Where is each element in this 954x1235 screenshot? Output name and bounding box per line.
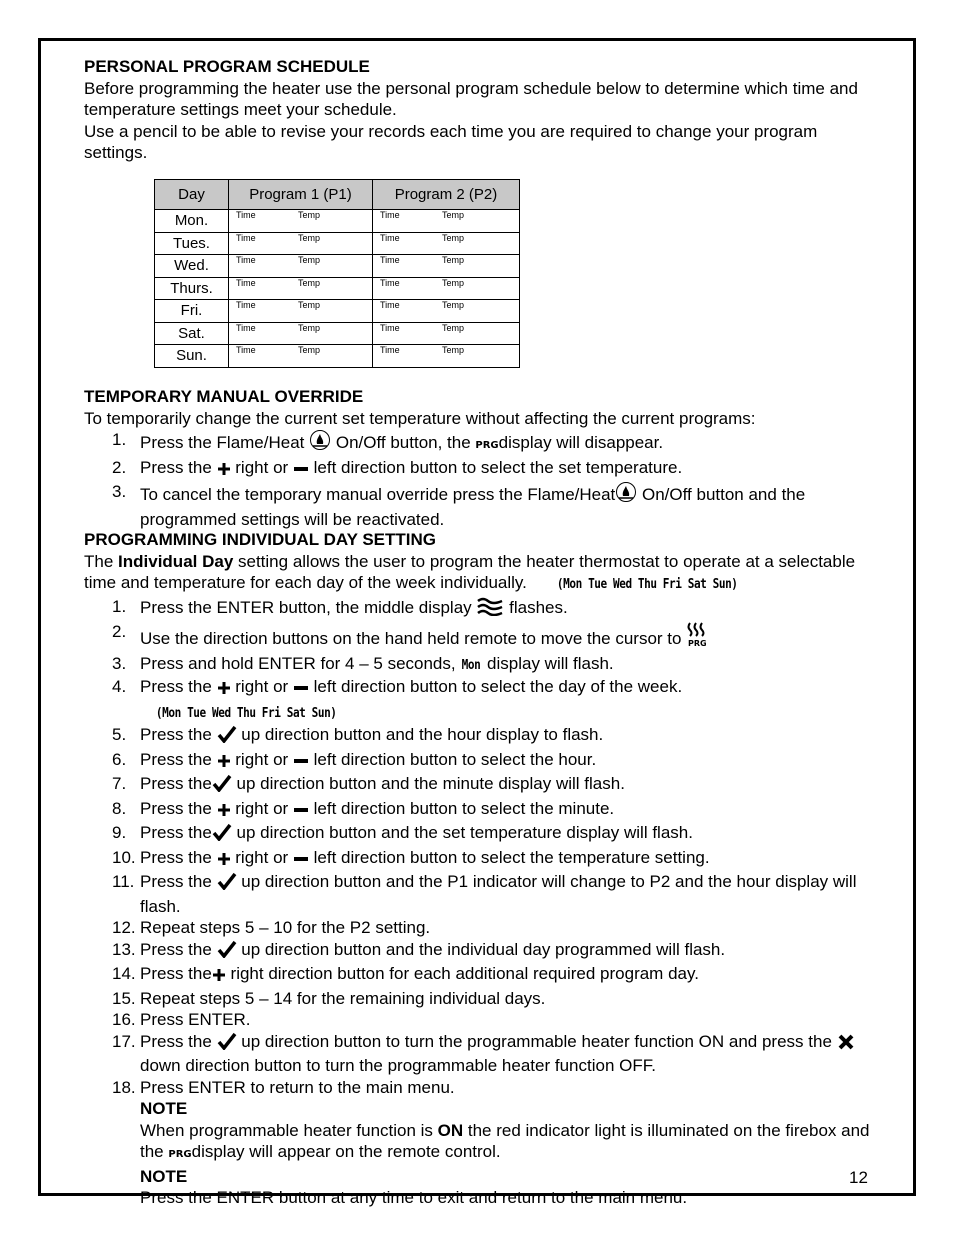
step-text: Press the xyxy=(140,939,217,959)
minus-icon xyxy=(293,850,309,872)
step-text: On/Off button, the xyxy=(331,433,476,452)
note-text-part: When programmable heater function is xyxy=(140,1120,438,1140)
step-text: right or xyxy=(230,847,293,867)
step-number: 10. xyxy=(112,847,136,867)
plus-icon xyxy=(217,460,231,482)
step-text: Press and hold ENTER for 4 – 5 seconds, xyxy=(140,653,461,673)
step-text: right or xyxy=(230,749,293,769)
temp-label: Temp xyxy=(442,300,465,310)
day-cell: Thurs. xyxy=(155,277,229,300)
time-label: Time xyxy=(236,210,256,220)
step-text: right direction button for each additional required program day. xyxy=(225,964,699,983)
step-text: up direction button and the individual day programmed will flash. xyxy=(236,939,726,959)
list-item xyxy=(84,847,874,872)
section-title-personal-program: PERSONAL PROGRAM SCHEDULE xyxy=(84,57,370,76)
minus-icon xyxy=(293,460,309,482)
table-row xyxy=(155,322,520,345)
check-icon xyxy=(217,940,237,964)
list-item xyxy=(84,917,874,939)
note-text-part: display will appear on the remote control. xyxy=(191,1142,501,1161)
step-number: 9. xyxy=(112,823,127,842)
table-row xyxy=(155,232,520,255)
step-text: left direction button to select the hour. xyxy=(308,749,597,769)
temp-label: Temp xyxy=(442,210,465,220)
temp-label: Temp xyxy=(442,345,465,355)
list-item xyxy=(84,481,874,530)
time-label: Time xyxy=(380,322,400,333)
time-label: Time xyxy=(236,277,256,288)
step-text: Press the ENTER button, the middle display xyxy=(140,597,477,617)
step-text: Press the xyxy=(140,774,212,793)
time-label: Time xyxy=(236,322,256,333)
program-2-cell[interactable] xyxy=(373,210,520,233)
step-number: 2. xyxy=(112,457,127,477)
step-number: 5. xyxy=(112,725,127,744)
plus-icon xyxy=(217,679,231,701)
step-text: up direction button and the P1 indicator will change to P2 and the hour display will flash. xyxy=(140,872,857,916)
step-number: 1. xyxy=(112,430,127,449)
program-2-cell[interactable] xyxy=(373,277,520,300)
step-number: 4. xyxy=(112,677,127,696)
intro-text: The xyxy=(84,551,119,571)
check-icon xyxy=(212,774,232,798)
flame-heat-icon xyxy=(615,481,637,509)
temp-label: Temp xyxy=(298,255,321,265)
step-number: 1. xyxy=(112,596,127,616)
list-item xyxy=(84,1009,874,1031)
section-title-override: TEMPORARY MANUAL OVERRIDE xyxy=(84,387,364,406)
step-text: Press the xyxy=(140,1031,217,1051)
step-text: Press the xyxy=(140,457,217,477)
table-row xyxy=(155,345,520,368)
step-text: Press the Flame/Heat xyxy=(140,433,310,452)
list-item xyxy=(84,749,874,774)
step-number: 2. xyxy=(112,622,127,641)
program-1-cell[interactable] xyxy=(229,322,373,345)
prg-display-icon: PRG xyxy=(168,1149,192,1160)
list-item xyxy=(84,676,874,724)
step-number: 15. xyxy=(112,988,136,1008)
step-text: display will flash. xyxy=(482,653,614,673)
page-number: 12 xyxy=(849,1168,868,1187)
lcd-display-text: (Mon Tue Wed Thu Fri Sat Sun) xyxy=(155,705,337,721)
pencil-paragraph: Use a pencil to be able to revise your records each time you are required to change your program settings. xyxy=(84,121,818,162)
temp-label: Temp xyxy=(298,345,321,355)
step-text: Press the xyxy=(140,823,212,842)
time-label: Time xyxy=(380,345,400,355)
temp-label: Temp xyxy=(442,322,465,333)
step-text: right or xyxy=(230,798,293,818)
header-program-2: Program 2 (P2) xyxy=(373,180,520,210)
step-number: 17. xyxy=(112,1031,136,1051)
program-1-cell[interactable] xyxy=(229,210,373,233)
step-text: up direction button and the minute display will flash. xyxy=(231,774,625,793)
x-icon xyxy=(837,1034,855,1056)
program-2-cell[interactable] xyxy=(373,300,520,323)
individual-day-steps xyxy=(84,596,874,1099)
note-1 xyxy=(84,1098,874,1209)
document-body xyxy=(84,56,874,164)
day-cell: Fri. xyxy=(155,300,229,323)
step-text: Press the xyxy=(140,872,217,891)
program-2-cell[interactable] xyxy=(373,345,520,368)
header-program-1: Program 1 (P1) xyxy=(229,180,373,210)
program-1-cell[interactable] xyxy=(229,255,373,278)
step-number: 3. xyxy=(112,482,127,501)
intro-paragraph: Before programming the heater use the personal program schedule below to determine which time and temperature settings meet your schedule. xyxy=(84,78,858,119)
step-number: 13. xyxy=(112,939,136,959)
check-icon xyxy=(217,872,237,896)
step-text: left direction button to select the day of the week. xyxy=(308,677,683,696)
step-text: up direction button and the set temperature display will flash. xyxy=(231,823,693,842)
temp-label: Temp xyxy=(298,300,321,310)
minus-icon xyxy=(293,801,309,823)
section-title-individual-day: PROGRAMMING INDIVIDUAL DAY SETTING xyxy=(84,530,436,549)
individual-day-intro xyxy=(84,551,874,596)
step-number: 14. xyxy=(112,964,136,983)
time-label: Time xyxy=(236,300,256,310)
program-2-cell[interactable] xyxy=(373,255,520,278)
step-text: display will disappear. xyxy=(498,433,664,452)
day-cell: Tues. xyxy=(155,232,229,255)
check-icon xyxy=(217,725,237,749)
days-display: (Mon Tue Wed Thu Fri Sat Sun) xyxy=(556,577,738,592)
step-text: Press the xyxy=(140,677,217,696)
override-steps xyxy=(84,429,874,530)
time-label: Time xyxy=(380,300,400,310)
list-item xyxy=(84,871,874,917)
list-item xyxy=(84,621,874,653)
note-text-part: the red indicator light is illuminated on the firebox and the xyxy=(140,1120,870,1161)
time-label: Time xyxy=(236,232,256,243)
step-text: flashes. xyxy=(504,597,568,617)
step-text: Press the xyxy=(140,847,217,867)
list-item xyxy=(84,988,874,1010)
plus-icon xyxy=(217,850,231,872)
list-item xyxy=(84,822,874,847)
temp-label: Temp xyxy=(298,210,321,220)
list-item xyxy=(84,653,874,677)
step-text: To cancel the temporary manual override press the Flame/Heat xyxy=(140,485,616,504)
list-item xyxy=(84,1031,874,1077)
list-item xyxy=(84,773,874,798)
step-text: Repeat steps 5 – 10 for the P2 setting. xyxy=(140,918,431,937)
step-text: left direction button to select the set temperature. xyxy=(308,457,683,477)
step-text: right or xyxy=(230,677,293,696)
step-number: 6. xyxy=(112,749,127,769)
flame-waves-icon xyxy=(476,596,504,622)
step-text: left direction button to select the temperature setting. xyxy=(308,847,710,867)
step-text: left direction button to select the minute. xyxy=(308,798,615,818)
section-individual-day xyxy=(84,529,874,1209)
temp-label: Temp xyxy=(442,277,465,288)
step-number: 11. xyxy=(112,872,135,891)
time-label: Time xyxy=(380,255,400,265)
day-cell: Sun. xyxy=(155,345,229,368)
list-item xyxy=(84,429,874,457)
check-icon xyxy=(212,823,232,847)
step-text: On/Off button and the programmed settings will be reactivated. xyxy=(140,485,806,529)
day-cell: Wed. xyxy=(155,255,229,278)
intro-text: setting allows the user to program the heater thermostat to operate at a selectable time and temperature for each day of the week individually. xyxy=(84,551,856,592)
section-temporary-override xyxy=(84,386,874,530)
list-item xyxy=(84,596,874,622)
step-text: Repeat steps 5 – 14 for the remaining individual days. xyxy=(140,988,546,1008)
time-label: Time xyxy=(380,277,400,288)
step-text: down direction button to turn the programmable heater function OFF. xyxy=(140,1056,656,1075)
note-bold: ON xyxy=(437,1120,464,1140)
plus-icon xyxy=(212,966,226,988)
program-2-cell[interactable] xyxy=(373,232,520,255)
step-text: up direction button and the hour display to flash. xyxy=(236,725,604,744)
step-text: Use the direction buttons on the hand held remote to move the cursor to xyxy=(140,629,687,648)
step-text: up direction button to turn the programmable heater function ON and press the xyxy=(236,1031,837,1051)
step-text: Press the xyxy=(140,749,217,769)
program-1-cell[interactable] xyxy=(229,277,373,300)
header-day: Day xyxy=(155,180,229,210)
list-item xyxy=(84,798,874,823)
program-1-cell[interactable] xyxy=(229,300,373,323)
prg-heat-icon xyxy=(686,621,708,653)
step-text: Press the xyxy=(140,798,217,818)
day-cell: Mon. xyxy=(155,210,229,233)
step-text: Press ENTER. xyxy=(140,1010,251,1029)
note-text xyxy=(140,1120,874,1166)
program-1-cell[interactable] xyxy=(229,345,373,368)
temp-label: Temp xyxy=(298,322,321,333)
program-1-cell[interactable] xyxy=(229,232,373,255)
step-number: 8. xyxy=(112,798,127,818)
minus-icon xyxy=(293,752,309,774)
list-item xyxy=(84,939,874,964)
step-number: 3. xyxy=(112,653,127,673)
list-item xyxy=(84,457,874,482)
list-item xyxy=(84,1077,874,1099)
intro-bold: Individual Day xyxy=(118,551,234,571)
step-number: 7. xyxy=(112,774,127,793)
table-row xyxy=(155,277,520,300)
time-label: Time xyxy=(380,232,400,243)
temp-label: Temp xyxy=(442,255,465,265)
table-row xyxy=(155,210,520,233)
day-cell: Sat. xyxy=(155,322,229,345)
plus-icon xyxy=(217,752,231,774)
note-text: Press the ENTER button at any time to exit and return to the main menu. xyxy=(140,1188,688,1207)
temp-label: Temp xyxy=(298,232,321,243)
program-schedule-table xyxy=(154,179,520,368)
time-label: Time xyxy=(236,345,256,355)
step-text: right or xyxy=(230,457,293,477)
plus-icon xyxy=(217,801,231,823)
check-icon xyxy=(217,1032,237,1056)
svg-text:PRG: PRG xyxy=(688,639,707,647)
step-text: Press ENTER to return to the main menu. xyxy=(140,1077,455,1097)
temp-label: Temp xyxy=(298,277,321,288)
note-title: NOTE xyxy=(140,1099,188,1118)
step-number: 16. xyxy=(112,1010,136,1029)
lcd-display-text: Mon xyxy=(461,657,481,673)
table-row xyxy=(155,300,520,323)
override-intro: To temporarily change the current set temperature without affecting the current programs: xyxy=(84,408,756,428)
time-label: Time xyxy=(236,255,256,265)
step-number: 12. xyxy=(112,918,136,937)
minus-icon xyxy=(293,679,309,701)
temp-label: Temp xyxy=(442,232,465,243)
table-row xyxy=(155,255,520,278)
list-item xyxy=(84,963,874,988)
step-text: Press the xyxy=(140,725,217,744)
note-title: NOTE xyxy=(140,1166,188,1186)
list-item xyxy=(84,724,874,749)
flame-heat-icon xyxy=(309,429,331,457)
time-label: Time xyxy=(380,210,400,220)
program-2-cell[interactable] xyxy=(373,322,520,345)
step-text: Press the xyxy=(140,964,212,983)
prg-display-icon: PRG xyxy=(475,440,499,451)
step-number: 18. xyxy=(112,1077,136,1097)
